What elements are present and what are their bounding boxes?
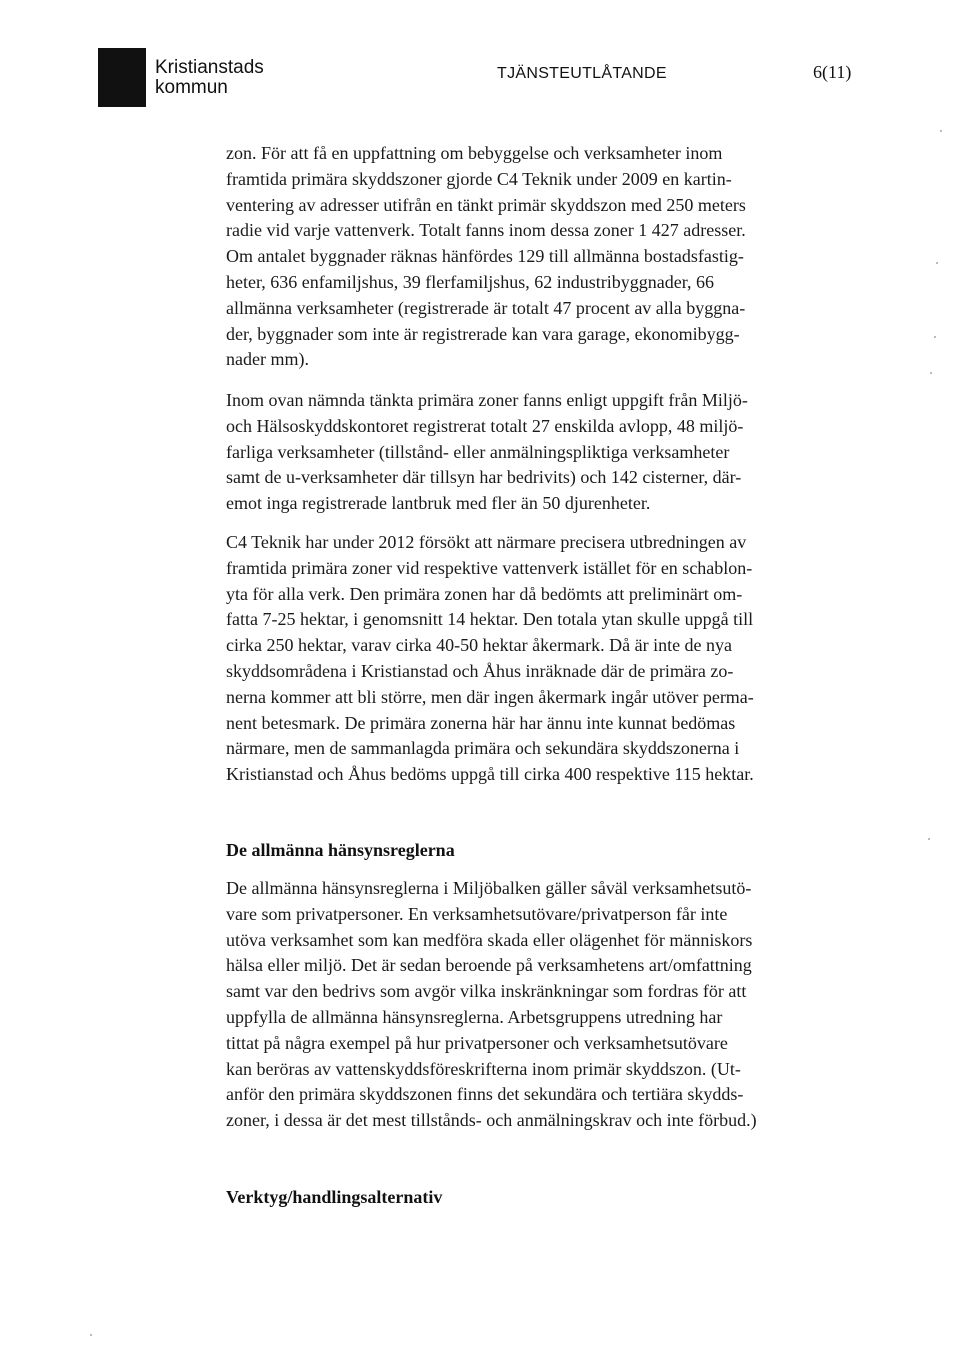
section-heading-allmanna-hansynsregler: De allmänna hänsynsreglerna — [226, 840, 455, 860]
scan-speck — [940, 130, 942, 132]
text-line: radie vid varje vattenverk. Totalt fanns inom dessa zoner 1 427 adresser. — [226, 220, 746, 241]
text-line: heter, 636 enfamiljshus, 39 flerfamiljshus, 62 industribyggnader, 66 — [226, 271, 714, 292]
text-line: der, byggnader som inte är registrerade kan vara garage, ekonomibygg- — [226, 323, 740, 344]
document-type: TJÄNSTEUTLÅTANDE — [497, 65, 667, 82]
text-line: tittat på några exempel på hur privatpersoner och verksamhetsutövare — [226, 1032, 728, 1053]
text-line: De allmänna hänsynsreglerna i Miljöbalken gäller såväl verksamhetsutö- — [226, 878, 752, 898]
paragraph-hansynsregler — [226, 876, 786, 1134]
text-line: Inom ovan nämnda tänkta primära zoner fanns enligt uppgift från Miljö- — [226, 390, 748, 410]
text-line: anför den primära skyddszonen finns det sekundära och tertiära skydds- — [226, 1084, 744, 1105]
text-line: zon. För att få en uppfattning om bebyggelse och verksamheter inom — [226, 143, 723, 163]
text-line: Kristianstad och Åhus bedöms uppgå till cirka 400 respektive 115 hektar. — [226, 764, 754, 785]
scan-speck — [930, 372, 932, 374]
paragraph-miljo — [226, 388, 786, 517]
text-line: framtida primära zoner vid respektive vattenverk istället för en schablon- — [226, 557, 753, 578]
text-line: skyddsområdena i Kristianstad och Åhus inräknade där de primära zo- — [226, 660, 734, 681]
text-line: Om antalet byggnader räknas hänfördes 129 till allmänna bostadsfastig- — [226, 246, 744, 267]
text-line: emot inga registrerade lantbruk med fler än 50 djurenheter. — [226, 493, 651, 514]
scan-speck — [90, 1334, 92, 1336]
paragraph-adresser — [226, 141, 786, 373]
scan-speck — [928, 838, 930, 840]
org-name-line2: kommun — [155, 77, 228, 98]
text-line: utöva verksamhet som kan medföra skada eller olägenhet för människors — [226, 929, 753, 950]
text-line: yta för alla verk. Den primära zonen har då bedömts att preliminärt om- — [226, 583, 743, 604]
text-line: zoner, i dessa är det mest tillstånds- och anmälningskrav och inte förbud.) — [226, 1110, 757, 1131]
text-line: cirka 250 hektar, varav cirka 40-50 hektar åkermark. Då är inte de nya — [226, 635, 733, 656]
text-line: farliga verksamheter (tillstånd- eller anmälningspliktiga verksamheter — [226, 441, 730, 462]
text-line: nent betesmark. De primära zonerna här har ännu inte kunnat bedömas — [226, 712, 736, 733]
text-line: fatta 7-25 hektar, i genomsnitt 14 hektar. Den totala ytan skulle uppgå till — [226, 609, 754, 630]
scan-speck — [934, 336, 936, 338]
text-line: nerna kommer att bli större, men där ingen åkermark ingår utöver perma- — [226, 686, 754, 707]
org-name-line1: Kristianstads — [155, 57, 264, 78]
organization-logo-text — [155, 58, 264, 98]
paragraph-c4-teknik — [226, 530, 786, 788]
page-number: 6(11) — [813, 62, 852, 82]
logo-mark — [98, 48, 146, 107]
text-line: vare som privatpersoner. En verksamhetsutövare/privatperson får inte — [226, 903, 728, 924]
text-line: samt var den bedrivs som avgör vilka inskränkningar som fordras för att — [226, 981, 747, 1002]
scan-speck — [936, 262, 938, 264]
text-line: kan beröras av vattenskyddsföreskrifterna inom primär skyddszon. (Ut- — [226, 1058, 741, 1079]
text-line: hälsa eller miljö. Det är sedan beroende på verksamhetens art/omfattning — [226, 955, 752, 976]
text-line: uppfylla de allmänna hänsynsreglerna. Arbetsgruppens utredning har — [226, 1006, 723, 1027]
text-line: närmare, men de sammanlagda primära och sekundära skyddszonerna i — [226, 738, 740, 759]
text-line: C4 Teknik har under 2012 försökt att närmare precisera utbredningen av — [226, 532, 747, 552]
text-line: framtida primära skyddszoner gjorde C4 Teknik under 2009 en kartin- — [226, 168, 732, 189]
text-line: nader mm). — [226, 349, 309, 370]
text-line: ventering av adresser utifrån en tänkt primär skyddszon med 250 meters — [226, 194, 746, 215]
text-line: allmänna verksamheter (registrerade är totalt 47 procent av alla byggna- — [226, 297, 746, 318]
text-line: samt de u-verksamheter där tillsyn har bedrivits) och 142 cisterner, där- — [226, 467, 742, 488]
section-heading-verktyg: Verktyg/handlingsalternativ — [226, 1187, 443, 1207]
text-line: och Hälsoskyddskontoret registrerat totalt 27 enskilda avlopp, 48 miljö- — [226, 415, 744, 436]
